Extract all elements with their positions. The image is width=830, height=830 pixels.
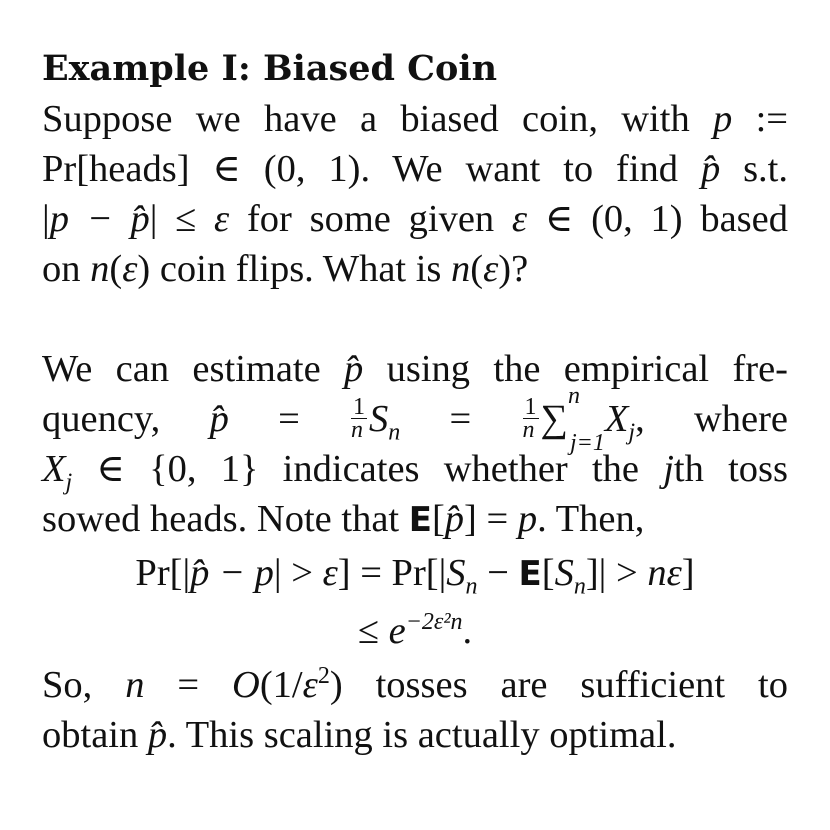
math-symbol: ε: [511, 198, 528, 240]
math-symbol: p̂: [147, 714, 168, 756]
text-span: (1/: [259, 664, 303, 706]
text-span: =: [144, 664, 233, 706]
paragraph-line: [42, 710, 788, 760]
text-span: ]: [681, 552, 695, 594]
paragraph-line: [42, 444, 788, 494]
summation: [540, 383, 605, 456]
superscript: −2ε²n: [405, 609, 463, 636]
text-span: =: [400, 398, 521, 440]
math-symbol: S: [554, 552, 574, 594]
text-span: |: [42, 198, 50, 240]
subscript: n: [573, 573, 586, 600]
text-span: . Then,: [537, 498, 645, 540]
math-symbol: n: [125, 664, 145, 706]
math-symbol: ε: [214, 198, 230, 240]
text-span: ]| >: [585, 552, 648, 594]
subscript: j: [628, 419, 636, 446]
paragraph-gap: [42, 294, 788, 344]
text-span: )?: [498, 248, 529, 290]
math-symbol: p: [713, 98, 733, 140]
paragraph-line: [42, 660, 788, 710]
math-symbol: p̂: [700, 148, 721, 190]
expectation-symbol: E: [518, 554, 542, 594]
math-symbol: ε: [302, 664, 318, 706]
text-span: sowed heads. Note that: [42, 498, 409, 540]
paragraph-line: [42, 494, 788, 544]
math-symbol: e: [388, 610, 406, 652]
problem-paragraph: [42, 94, 788, 294]
math-symbol: ε: [122, 248, 138, 290]
estimation-paragraph: [42, 344, 788, 544]
math-symbol: p̂: [344, 348, 364, 390]
text-span: quency,: [42, 398, 210, 440]
page-title: Example I: Biased Coin: [42, 48, 498, 89]
fraction-numerator: 1: [524, 393, 537, 420]
text-span: for some given: [229, 198, 512, 240]
text-span: using the empirical fre-: [363, 348, 788, 390]
display-equation: [42, 544, 788, 660]
subscript: j: [65, 469, 73, 496]
math-symbol: p̂: [444, 498, 465, 540]
text-span: ) coin flips. What is: [137, 248, 452, 290]
text-span: ≤: [357, 610, 389, 652]
text-span: Suppose we have a biased coin, with: [42, 98, 714, 140]
text-span: ] =: [464, 498, 518, 540]
math-symbol: n: [451, 248, 471, 290]
text-span: s.t.: [720, 148, 788, 190]
paragraph-line: [42, 244, 788, 294]
text-span: [: [431, 498, 445, 540]
math-symbol: p̂ − p: [190, 552, 274, 594]
math-symbol: p̂: [209, 398, 229, 440]
text-span: | ≤: [149, 198, 215, 240]
text-span: .: [462, 610, 473, 652]
text-span: =: [228, 398, 350, 440]
subscript: n: [465, 573, 478, 600]
math-symbol: S: [369, 398, 389, 440]
equation-line: [42, 544, 788, 602]
text-span: (: [470, 248, 484, 290]
math-symbol: X: [42, 448, 66, 490]
math-symbol: O: [232, 664, 260, 706]
math-symbol: ε: [322, 552, 338, 594]
fraction: [351, 393, 367, 443]
superscript: 2: [317, 663, 330, 690]
sum-symbol: ∑: [540, 398, 568, 440]
text-span: We can estimate: [42, 348, 345, 390]
text-span: So,: [42, 664, 126, 706]
text-span: . This scaling is actually optimal.: [167, 714, 677, 756]
text-span: | >: [273, 552, 323, 594]
paragraph-line: [42, 94, 788, 144]
fraction-numerator: 1: [353, 393, 366, 420]
text-span: (: [109, 248, 123, 290]
equation-line: [42, 602, 788, 660]
text-span: ) tosses are sufficient to: [329, 664, 788, 706]
math-symbol: p − p̂: [49, 198, 150, 240]
fraction-denominator: n: [351, 416, 364, 443]
paragraph-line: [42, 344, 788, 394]
conclusion-paragraph: [42, 660, 788, 760]
paragraph-line: [42, 194, 788, 244]
text-span: , where: [635, 398, 788, 440]
sum-upper-limit: n: [567, 383, 580, 410]
text-span: ∈ (0, 1) based: [527, 198, 788, 240]
math-symbol: X: [604, 398, 629, 440]
sum-lower-limit: j=1: [569, 429, 605, 456]
math-symbol: ε: [483, 248, 499, 290]
text-span: ∈ {0, 1} indicates whether the: [72, 448, 664, 490]
text-span: Pr[heads] ∈ (0, 1). We want to find: [42, 148, 701, 190]
text-span: on: [42, 248, 91, 290]
math-symbol: n: [90, 248, 110, 290]
math-symbol: p: [517, 498, 538, 540]
paragraph-line: [42, 383, 788, 456]
fraction-denominator: n: [522, 416, 535, 443]
text-span: :=: [732, 98, 788, 140]
math-symbol: nε: [647, 552, 682, 594]
subscript: n: [388, 419, 401, 446]
math-symbol: S: [446, 552, 466, 594]
math-symbol: j: [663, 448, 674, 490]
text-span: Pr[|: [135, 552, 191, 594]
expectation-symbol: E: [408, 500, 432, 540]
text-span: obtain: [42, 714, 148, 756]
text-span: −: [477, 552, 519, 594]
paragraph-line: [42, 144, 788, 194]
text-span: ] = Pr[|: [337, 552, 447, 594]
slide-content: [42, 44, 788, 760]
text-span: th toss: [673, 448, 789, 490]
text-span: [: [541, 552, 555, 594]
fraction: [522, 393, 539, 443]
